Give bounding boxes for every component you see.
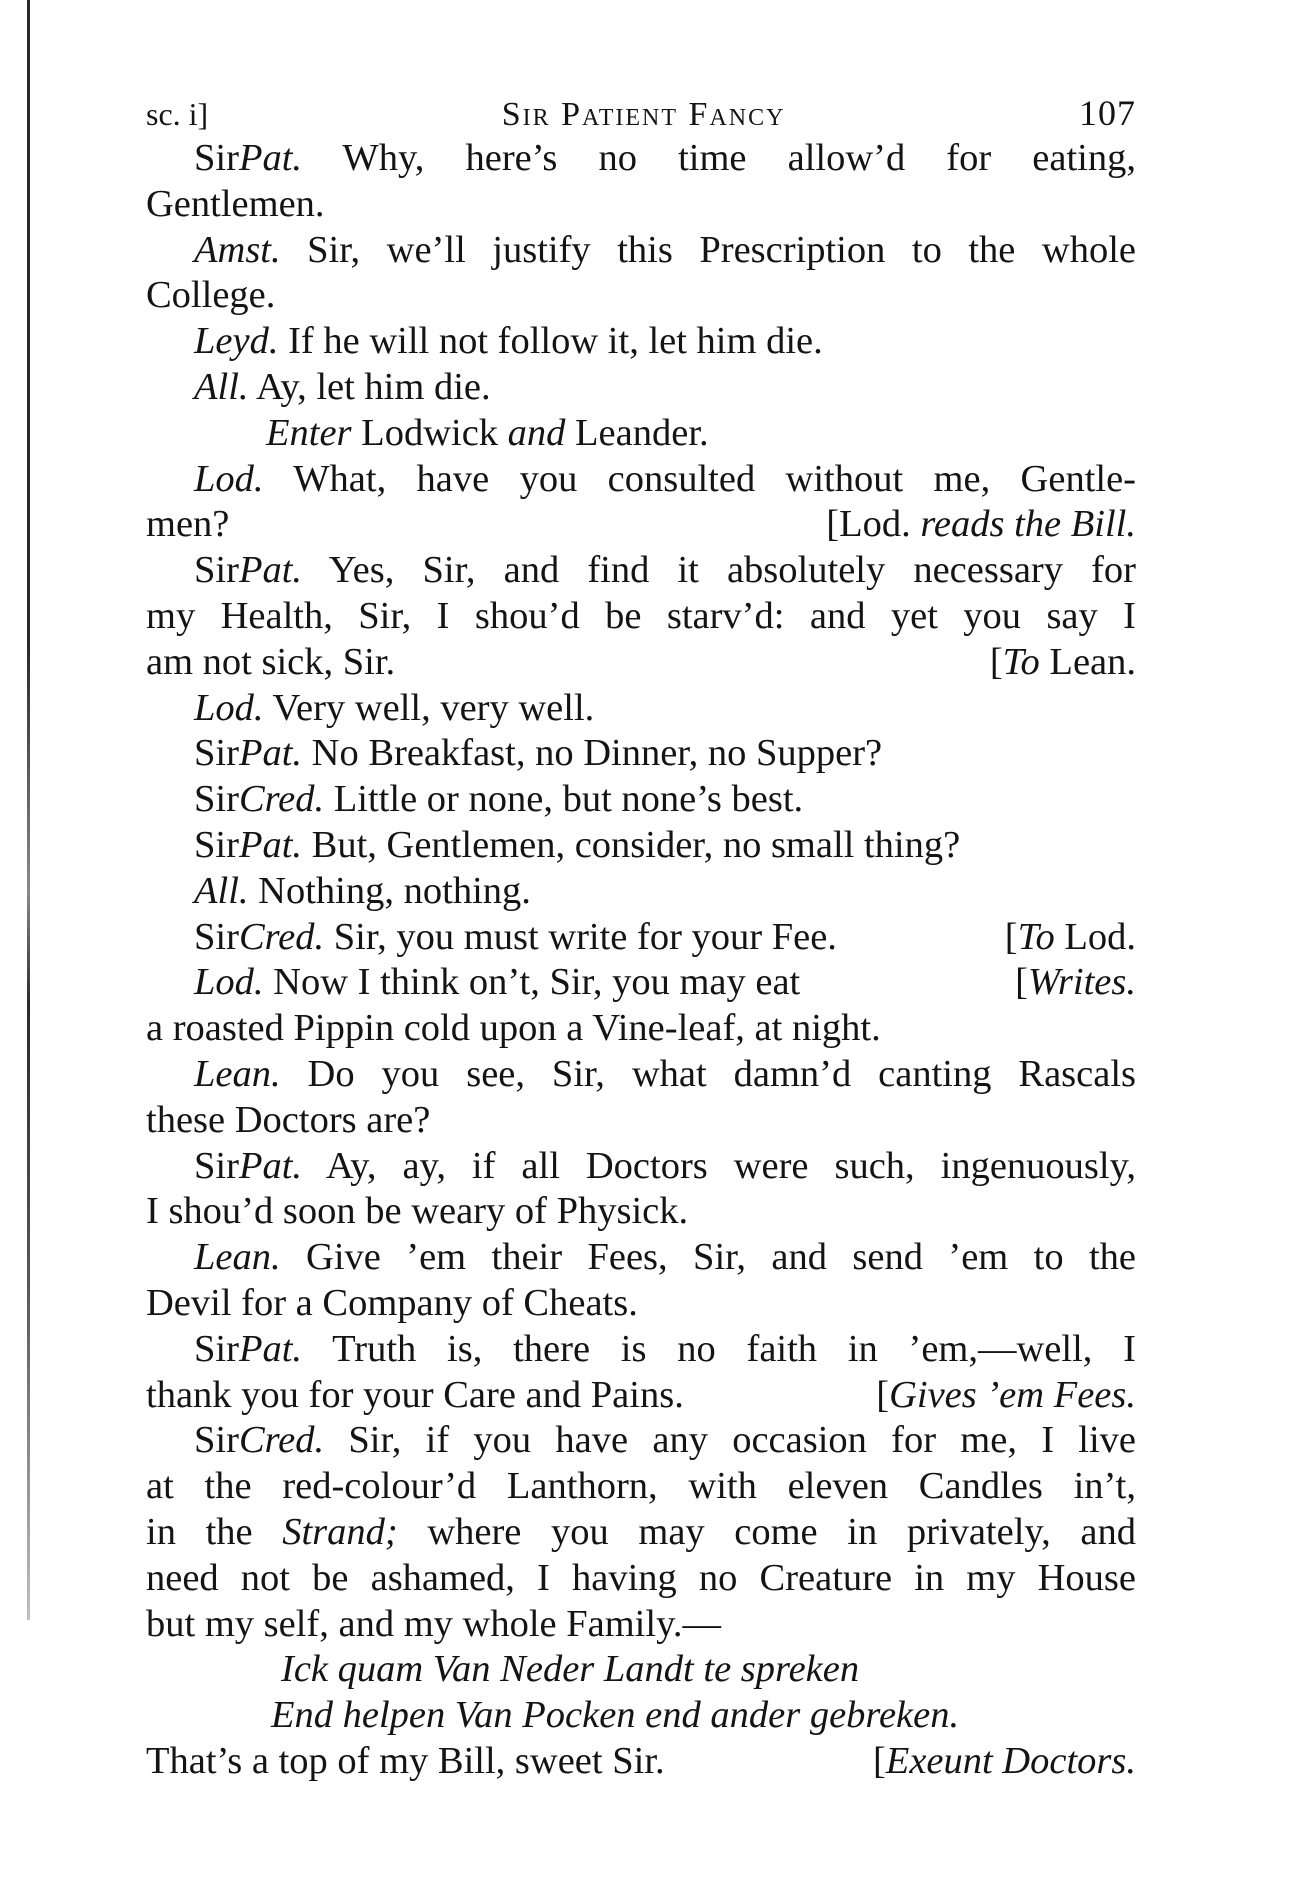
- line-content: [146, 1557, 1136, 1599]
- speaker-name: Lod.: [194, 961, 264, 1004]
- text-line: [146, 1373, 1136, 1419]
- speech-text: I shou’d soon be weary of Physick.: [146, 1190, 689, 1233]
- stage-direction-text: To: [1002, 640, 1040, 683]
- speech-text: Nothing, nothing.: [248, 869, 531, 912]
- entry-name: Lodwick: [351, 411, 508, 454]
- line-content: [194, 1236, 1136, 1278]
- line-content: [194, 961, 800, 1003]
- speech-text: Do you see, Sir, what damn’d canting Rascals: [280, 1052, 1136, 1095]
- speech-text: at the red-colour’d Lanthorn, with eleven Candles in’t,: [146, 1465, 1136, 1508]
- speech-text: where you may come in privately, and: [397, 1510, 1136, 1553]
- speech-text: Sir, we’ll justify this Prescription to the whole: [280, 228, 1136, 271]
- page-number: 107: [1078, 93, 1136, 133]
- line-content: [146, 1603, 721, 1645]
- line-content: [194, 229, 1136, 271]
- entry-name: Leander.: [565, 411, 709, 454]
- text-line: [146, 1098, 1136, 1144]
- text-line: [146, 1510, 1136, 1556]
- text-line: [146, 228, 1136, 274]
- speaker-title: Sir: [194, 549, 239, 592]
- line-content: [146, 1465, 1136, 1507]
- text-line: [146, 915, 1136, 961]
- text-line: [146, 1006, 1136, 1052]
- stage-direction-prefix: [: [1015, 961, 1028, 1004]
- speech-text: Devil for a Company of Cheats.: [146, 1281, 638, 1324]
- line-content: [146, 1740, 665, 1782]
- text-line: [146, 502, 1136, 548]
- speaker-name: Pat.: [238, 1327, 303, 1370]
- line-content: [146, 1282, 638, 1324]
- speaker-title: Sir: [194, 137, 239, 179]
- speaker-title: Sir: [194, 915, 239, 958]
- speech-text: Give ’em their Fees, Sir, and send ’em to the: [280, 1236, 1136, 1279]
- place-name: Strand;: [282, 1510, 398, 1553]
- text-line: [146, 1189, 1136, 1235]
- line-content: [194, 824, 960, 866]
- speaker-name: Lean.: [194, 1052, 281, 1095]
- line-content: [194, 778, 803, 820]
- stage-direction-name: Lean.: [1039, 640, 1136, 683]
- line-content: [146, 641, 395, 683]
- speech-text: Yes, Sir, and find it absolutely necessary for: [302, 549, 1136, 592]
- text-line: [146, 1144, 1136, 1190]
- text-line: [146, 1418, 1136, 1464]
- stage-direction-text: Exeunt Doctors.: [885, 1739, 1136, 1782]
- line-content: [146, 1511, 1136, 1553]
- speech-text: am not sick, Sir.: [146, 640, 396, 683]
- speaker-name: Pat.: [238, 823, 303, 866]
- speaker-name: Cred.: [238, 1419, 325, 1462]
- speaker-title: Sir: [194, 823, 239, 866]
- text-line: [146, 1464, 1136, 1510]
- dialogue-body: [146, 136, 1136, 1785]
- stage-direction-text: reads the Bill.: [920, 503, 1136, 546]
- line-content: [146, 503, 229, 545]
- text-line: [146, 1556, 1136, 1602]
- line-content: [194, 549, 1136, 591]
- speaker-name: Lod.: [194, 686, 264, 729]
- entry-word: Enter: [266, 411, 352, 454]
- stage-direction: [873, 1739, 1136, 1785]
- text-line: [146, 869, 1136, 915]
- line-content: [146, 183, 325, 225]
- speech-text: Sir, if you have any occasion for me, I live: [324, 1419, 1136, 1462]
- line-content: [194, 1053, 1136, 1095]
- stage-direction-text: To: [1017, 915, 1055, 958]
- text-line: [146, 823, 1136, 869]
- text-line: [146, 640, 1136, 686]
- line-content: [194, 1328, 1136, 1370]
- speaker-name: Cred.: [238, 915, 325, 958]
- speech-text: need not be ashamed, I having no Creature in my House: [146, 1556, 1136, 1599]
- running-head: [146, 90, 1136, 136]
- text-line: [146, 594, 1136, 640]
- line-content: [146, 274, 275, 316]
- speaker-name: All.: [194, 869, 249, 912]
- line-content: [146, 1190, 688, 1232]
- stage-direction-name: Lod.: [1054, 915, 1136, 958]
- speech-text: Ay, let him die.: [248, 365, 491, 408]
- line-content: [194, 320, 823, 362]
- speaker-name: All.: [194, 365, 249, 408]
- speech-text: No Breakfast, no Dinner, no Supper?: [302, 732, 883, 775]
- text-line: [146, 457, 1136, 503]
- running-title: Sir Patient Fancy: [501, 96, 786, 133]
- stage-direction-text: Writes.: [1027, 961, 1136, 1004]
- text-line: [146, 1235, 1136, 1281]
- stage-direction: [990, 640, 1136, 686]
- text-line: [146, 1739, 1136, 1785]
- speaker-name: Leyd.: [194, 320, 279, 363]
- text-line: [146, 182, 1136, 228]
- speaker-name: Pat.: [238, 732, 303, 775]
- line-content: [194, 732, 882, 774]
- speaker-name: Pat.: [238, 137, 303, 179]
- line-content: [194, 687, 594, 729]
- stage-direction-prefix: [: [872, 1739, 886, 1782]
- speaker-title: Sir: [194, 1419, 239, 1462]
- song-line: End helpen Van Pocken end ander gebreken.: [271, 1694, 960, 1737]
- speaker-title: Sir: [194, 778, 239, 821]
- text-line: [146, 319, 1136, 365]
- text-line: [146, 365, 1136, 411]
- line-content: [146, 1374, 684, 1416]
- line-content: [146, 1099, 430, 1141]
- text-line: [146, 731, 1136, 777]
- speaker-name: Amst.: [194, 228, 281, 271]
- speaker-title: Sir: [194, 1327, 239, 1370]
- speech-text: Ay, ay, if all Doctors were such, ingenuously,: [302, 1144, 1136, 1187]
- text-line: [146, 548, 1136, 594]
- text-line: [146, 777, 1136, 823]
- text-line: [146, 686, 1136, 732]
- stage-entry: [146, 411, 1136, 457]
- speech-text: Sir, you must write for your Fee.: [324, 915, 837, 958]
- stage-direction-prefix: [: [876, 1373, 890, 1416]
- speaker-name: Lean.: [194, 1236, 281, 1279]
- line-content: [194, 1145, 1136, 1187]
- stage-direction: [1005, 915, 1136, 961]
- line-content: [194, 458, 1136, 500]
- text-line: [146, 1052, 1136, 1098]
- line-content: [194, 1419, 1136, 1461]
- speech-text: If he will not follow it, let him die.: [278, 320, 823, 363]
- speaker-name: Cred.: [238, 778, 325, 821]
- speech-text: in the: [146, 1510, 283, 1553]
- scan-edge: [27, 0, 30, 1620]
- text-line: [146, 136, 1136, 182]
- speech-text: men?: [146, 503, 230, 546]
- speech-text: College.: [146, 274, 276, 317]
- speech-text: But, Gentlemen, consider, no small thing?: [302, 823, 961, 866]
- stage-direction: [1015, 960, 1136, 1006]
- speech-text: these Doctors are?: [146, 1098, 431, 1141]
- speaker-title: Sir: [194, 732, 239, 775]
- speech-text: Gentlemen.: [146, 182, 325, 225]
- speaker-name: Pat.: [238, 549, 303, 592]
- speech-text: What, have you consulted without me, Gentle-: [263, 457, 1136, 500]
- text-line: [146, 273, 1136, 319]
- speech-text: Truth is, there is no faith in ’em,—well, I: [302, 1327, 1136, 1370]
- speech-text: my Health, Sir, I shou’d be starv’d: and yet you say I: [146, 594, 1136, 637]
- speaker-name: Lod.: [194, 457, 264, 500]
- line-content: [146, 595, 1136, 637]
- entry-word: and: [507, 411, 566, 454]
- text-line: [146, 1602, 1136, 1648]
- line-content: [194, 366, 491, 408]
- stage-direction-text: Gives ’em Fees.: [889, 1373, 1136, 1416]
- stage-direction: [826, 502, 1136, 548]
- page-text: [146, 90, 1136, 1785]
- speaker-title: Sir: [194, 1144, 239, 1187]
- scene-marker: sc. i]: [146, 96, 209, 132]
- speech-text: Little or none, but none’s best.: [324, 778, 804, 821]
- line-content: [146, 1007, 881, 1049]
- text-line: [146, 1327, 1136, 1373]
- speech-text: a roasted Pippin cold upon a Vine-leaf, at night.: [146, 1007, 881, 1050]
- song-line: Ick quam Van Neder Landt te spreken: [281, 1648, 860, 1691]
- speaker-name: Pat.: [238, 1144, 303, 1187]
- speech-text: That’s a top of my Bill, sweet Sir.: [146, 1739, 665, 1782]
- stage-direction-prefix: [: [1004, 915, 1018, 958]
- line-content: [194, 137, 1136, 179]
- text-line: [146, 960, 1136, 1006]
- speech-text: but my self, and my whole Family.—: [146, 1602, 721, 1645]
- line-content: [194, 916, 837, 958]
- stage-direction: [876, 1373, 1136, 1419]
- text-line: [146, 1281, 1136, 1327]
- line-content: [194, 870, 531, 912]
- speech-text: Now I think on’t, Sir, you may eat: [263, 961, 801, 1004]
- speech-text: Very well, very well.: [263, 686, 595, 729]
- speech-text: Why, here’s no time allow’d for eating,: [302, 137, 1136, 179]
- speech-text: thank you for your Care and Pains.: [146, 1373, 684, 1416]
- stage-direction-prefix: [Lod.: [826, 503, 921, 546]
- stage-direction-prefix: [: [989, 640, 1003, 683]
